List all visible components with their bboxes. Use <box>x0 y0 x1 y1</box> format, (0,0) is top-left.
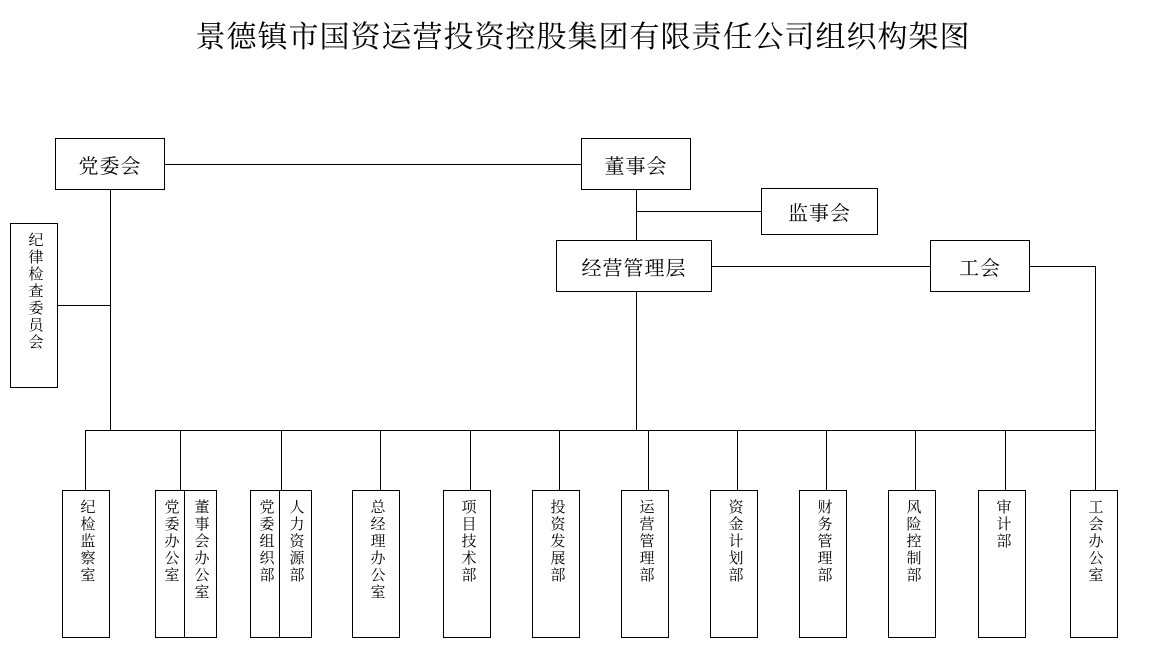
connector-party-board <box>165 164 581 165</box>
dept-label-5: 项目技术部 <box>459 499 476 584</box>
dept-label-11: 审计部 <box>994 499 1011 550</box>
node-management[interactable] <box>556 240 712 292</box>
connector-drop-3 <box>281 430 282 490</box>
connector-drop-9 <box>826 430 827 490</box>
dept-box-11[interactable] <box>978 490 1026 638</box>
connector-management-union <box>712 266 930 267</box>
node-labor-union[interactable] <box>930 240 1030 292</box>
connector-drop-4 <box>380 430 381 490</box>
dept-label-9: 财务管理部 <box>815 499 832 584</box>
dept-box-8[interactable] <box>710 490 758 638</box>
dept-box-2b[interactable] <box>183 490 217 638</box>
dept-box-1[interactable] <box>62 490 110 638</box>
connector-drop-5 <box>470 430 471 490</box>
dept-label-6: 投资发展部 <box>548 499 565 584</box>
connector-party-to-bus <box>110 305 111 430</box>
connector-party-down <box>110 190 111 306</box>
connector-drop-6 <box>559 430 560 490</box>
connector-management-down <box>636 292 637 430</box>
dept-box-3a[interactable] <box>250 490 280 638</box>
connector-union-right <box>1030 266 1096 267</box>
connector-drop-10 <box>915 430 916 490</box>
node-board-of-directors[interactable] <box>581 138 691 190</box>
dept-label-3b: 人力资源部 <box>287 499 304 584</box>
dept-label-3a: 党委组织部 <box>257 499 274 584</box>
dept-box-3b[interactable] <box>278 490 312 638</box>
page-title: 景德镇市国资运营投资控股集团有限责任公司组织构架图 <box>195 21 971 54</box>
dept-label-7: 运营管理部 <box>637 499 654 584</box>
connector-drop-2 <box>180 430 181 490</box>
dept-label-2a: 党委办公室 <box>162 499 179 584</box>
dept-box-10[interactable] <box>888 490 936 638</box>
dept-label-12: 工会办公室 <box>1086 499 1103 584</box>
dept-label-8: 资金计划部 <box>726 499 743 584</box>
node-labor-union-label: 工会 <box>959 257 1001 280</box>
node-discipline-committee[interactable] <box>10 223 58 388</box>
connector-union-down <box>1095 266 1096 490</box>
dept-box-5[interactable] <box>443 490 491 638</box>
dept-label-4: 总经理办公室 <box>368 499 385 601</box>
dept-box-12[interactable] <box>1070 490 1118 638</box>
node-supervisory-board-label: 监事会 <box>788 203 851 225</box>
node-board-of-directors-label: 董事会 <box>604 155 668 178</box>
node-party-committee[interactable] <box>55 138 165 190</box>
dept-label-10: 风险控制部 <box>904 499 921 584</box>
dept-box-9[interactable] <box>799 490 847 638</box>
connector-drop-8 <box>737 430 738 490</box>
dept-box-4[interactable] <box>352 490 400 638</box>
connector-drop-7 <box>648 430 649 490</box>
dept-box-6[interactable] <box>532 490 580 638</box>
node-management-label: 经营管理层 <box>581 257 687 280</box>
connector-board-supervisory <box>636 211 761 212</box>
node-supervisory-board[interactable] <box>761 188 878 235</box>
dept-box-7[interactable] <box>621 490 669 638</box>
dept-box-2a[interactable] <box>155 490 185 638</box>
dept-label-1: 纪检监察室 <box>78 499 95 584</box>
dept-label-2b: 董事会办公室 <box>192 499 209 601</box>
connector-drop-1 <box>85 430 86 490</box>
connector-department-bus <box>85 430 1096 431</box>
connector-party-discipline <box>58 305 110 306</box>
node-party-committee-label: 党委会 <box>78 155 142 178</box>
connector-drop-11 <box>1005 430 1006 490</box>
node-discipline-committee-label: 纪律检查委员会 <box>26 232 43 351</box>
connector-board-down <box>636 190 637 240</box>
